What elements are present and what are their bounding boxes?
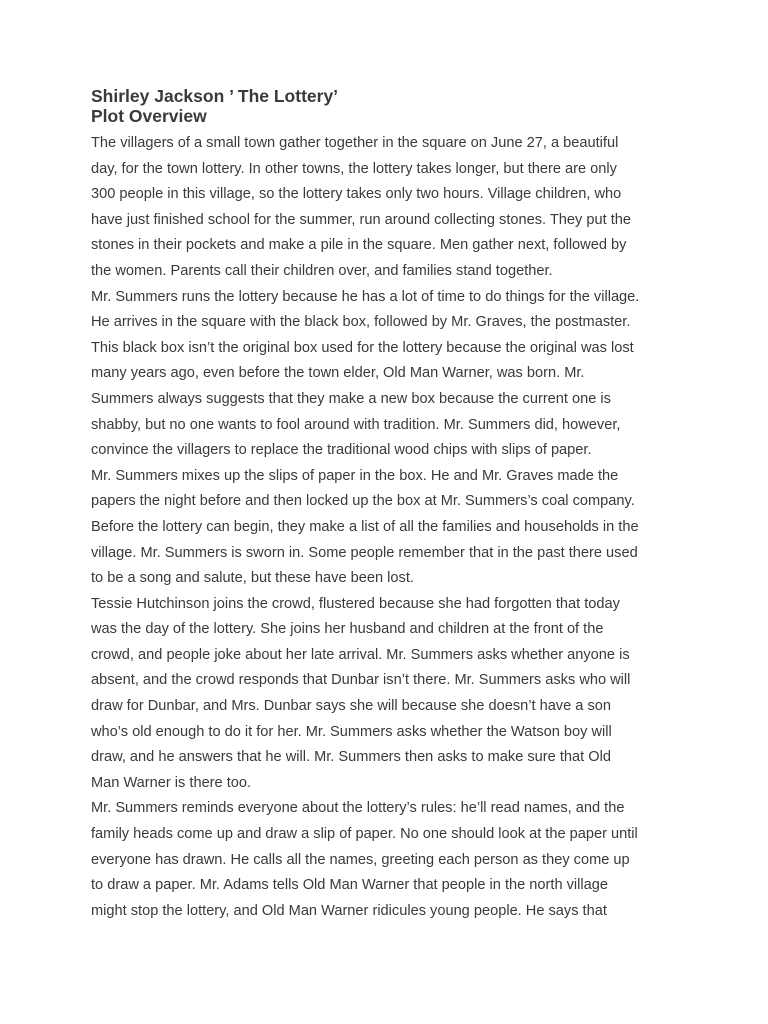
paragraph: [91, 592, 681, 797]
text-line: to be a song and salute, but these have been lost.: [91, 570, 414, 587]
text-line: 300 people in this village, so the lottery takes only two hours. Village children, who: [91, 186, 622, 203]
text-line: papers the night before and then locked up the box at Mr. Summers’s coal company.: [91, 493, 635, 510]
document-page: [91, 86, 681, 924]
text-line: who’s old enough to do it for her. Mr. Summers asks whether the Watson boy will: [91, 723, 612, 740]
text-line: Mr. Summers runs the lottery because he has a lot of time to do things for the village.: [91, 288, 640, 305]
text-line: might stop the lottery, and Old Man Warner ridicules young people. He says that: [91, 902, 607, 919]
text-line: day, for the town lottery. In other towns, the lottery takes longer, but there are only: [91, 160, 617, 177]
paragraph: [91, 464, 681, 592]
paragraph: [91, 131, 681, 285]
text-line: shabby, but no one wants to fool around with tradition. Mr. Summers did, however,: [91, 416, 621, 433]
text-line: Man Warner is there too.: [91, 774, 252, 791]
subtitle-line: Plot Overview: [91, 106, 207, 126]
text-line: convince the villagers to replace the traditional wood chips with slips of paper.: [91, 442, 592, 459]
text-line: village. Mr. Summers is sworn in. Some people remember that in the past there used: [91, 544, 638, 561]
text-line: stones in their pockets and make a pile in the square. Men gather next, followed by: [91, 237, 627, 254]
text-line: everyone has drawn. He calls all the names, greeting each person as they come up: [91, 851, 630, 868]
text-line: the women. Parents call their children over, and families stand together.: [91, 262, 553, 279]
document-title: [91, 86, 681, 126]
text-line: He arrives in the square with the black box, followed by Mr. Graves, the postmaster.: [91, 314, 631, 331]
text-line: Before the lottery can begin, they make a list of all the families and households in the: [91, 518, 639, 535]
text-line: was the day of the lottery. She joins her husband and children at the front of the: [91, 621, 604, 638]
text-line: Tessie Hutchinson joins the crowd, flustered because she had forgotten that today: [91, 595, 620, 612]
text-line: The villagers of a small town gather together in the square on June 27, a beautiful: [91, 135, 619, 151]
text-line: Summers always suggests that they make a new box because the current one is: [91, 390, 611, 407]
text-line: Mr. Summers mixes up the slips of paper in the box. He and Mr. Graves made the: [91, 467, 619, 484]
text-line: draw for Dunbar, and Mrs. Dunbar says she will because she doesn’t have a son: [91, 698, 611, 715]
text-line: crowd, and people joke about her late arrival. Mr. Summers asks whether anyone is: [91, 646, 630, 663]
paragraph: [91, 285, 681, 464]
text-line: draw, and he answers that he will. Mr. Summers then asks to make sure that Old: [91, 749, 611, 766]
text-line: have just finished school for the summer, run around collecting stones. They put the: [91, 211, 632, 228]
text-line: absent, and the crowd responds that Dunbar isn’t there. Mr. Summers asks who will: [91, 672, 631, 689]
text-line: Mr. Summers reminds everyone about the lottery’s rules: he’ll read names, and the: [91, 800, 625, 817]
text-line: to draw a paper. Mr. Adams tells Old Man Warner that people in the north village: [91, 877, 608, 894]
title-line: Shirley Jackson ’ The Lottery’: [91, 86, 339, 106]
text-line: family heads come up and draw a slip of paper. No one should look at the paper until: [91, 826, 638, 843]
text-line: many years ago, even before the town elder, Old Man Warner, was born. Mr.: [91, 365, 585, 382]
paragraph: [91, 796, 681, 924]
document-body: [91, 131, 681, 924]
text-line: This black box isn’t the original box used for the lottery because the original was lost: [91, 339, 634, 356]
